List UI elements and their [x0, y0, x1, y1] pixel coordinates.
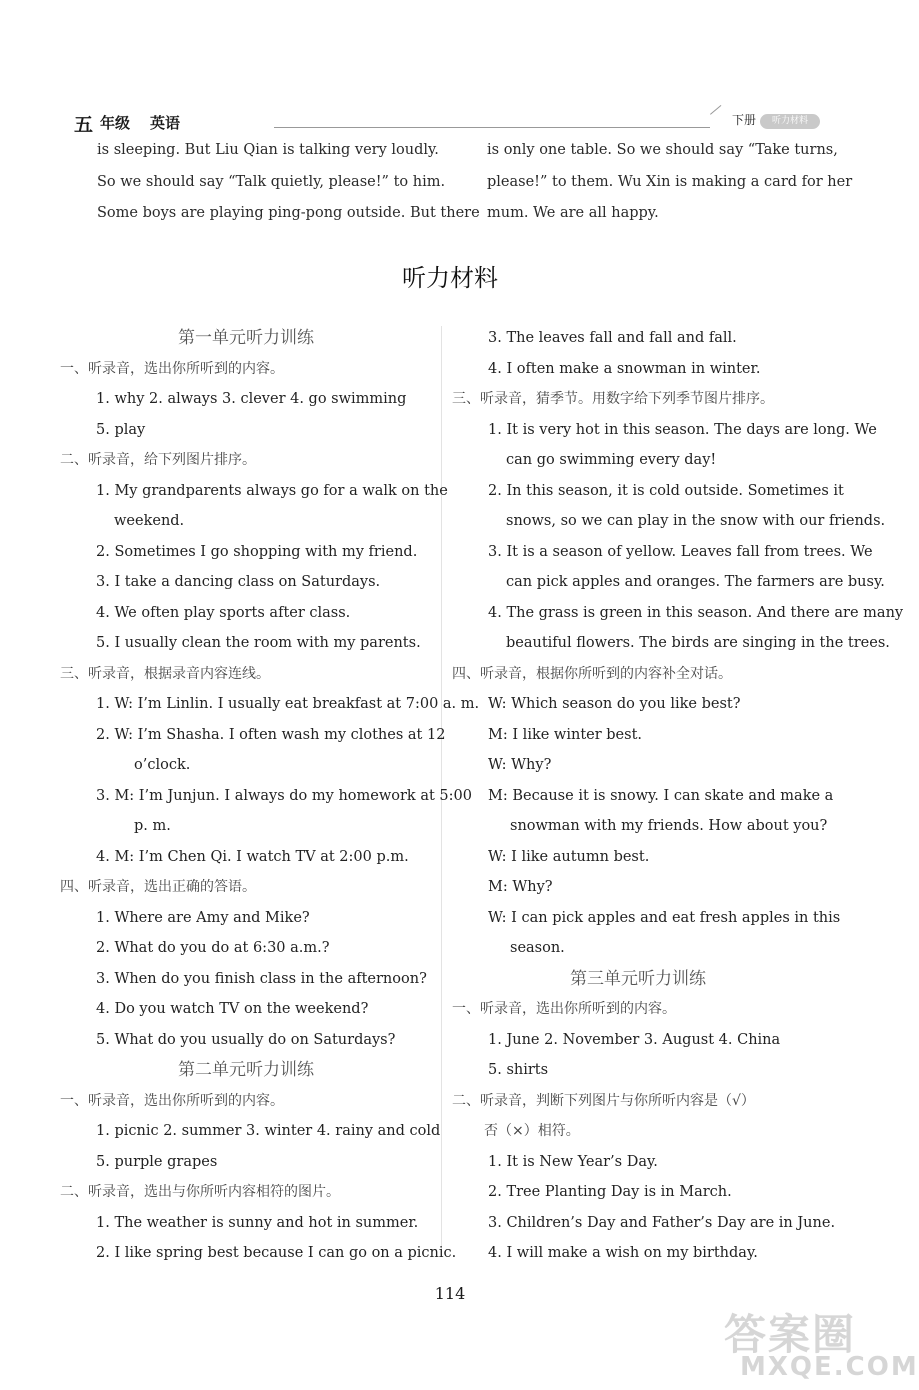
top-text-right	[487, 135, 853, 230]
section-heading-cont: 否（×）相符。	[484, 1123, 580, 1139]
text-line: is sleeping. But Liu Qian is talking very loudly.	[97, 142, 439, 158]
page-number: 114	[434, 1284, 466, 1303]
list-item: 3. The leaves fall and fall and fall.	[488, 330, 737, 346]
list-item: 5. I usually clean the room with my parents.	[96, 635, 421, 651]
list-item: snows, so we can play in the snow with our friends.	[506, 513, 886, 529]
dialogue-line: W: Why?	[488, 757, 552, 773]
text-line: please!” to them. Wu Xin is making a card for her	[487, 173, 853, 190]
list-item: can pick apples and oranges. The farmers are busy.	[506, 574, 885, 590]
dialogue-line: W: I can pick apples and eat fresh apples in this	[488, 909, 841, 926]
list-item: 4. M: I’m Chen Qi. I watch TV at 2:00 p.m.	[96, 848, 409, 865]
list-item: 4. We often play sports after class.	[96, 604, 351, 621]
list-item: 5. play	[96, 421, 146, 438]
list-item: 4. I will make a wish on my birthday.	[488, 1245, 758, 1261]
list-item: 1. The weather is sunny and hot in summer.	[96, 1214, 419, 1231]
list-item: p. m.	[134, 818, 171, 834]
list-item: 2. I like spring best because I can go on a picnic.	[96, 1245, 457, 1261]
subject-label: 英语	[150, 114, 181, 132]
list-item: beautiful flowers. The birds are singing in the trees.	[506, 635, 890, 651]
list-item: 5. What do you usually do on Saturdays?	[96, 1031, 396, 1048]
volume-label: 下册	[732, 113, 757, 127]
list-item: 3. M: I’m Junjun. I always do my homework at 5:00	[96, 787, 472, 804]
header-badge: 听力材料	[760, 114, 820, 129]
list-item: o’clock.	[134, 757, 191, 773]
dialogue-line: M: Why?	[488, 879, 553, 895]
dialogue-line: W: I like autumn best.	[488, 848, 650, 865]
list-item: 1. why 2. always 3. clever 4. go swimming	[96, 391, 407, 407]
list-item: 1. It is New Year’s Day.	[488, 1153, 658, 1170]
text-line: So we should say “Talk quietly, please!” to him.	[97, 173, 446, 190]
list-item: 3. I take a dancing class on Saturdays.	[96, 574, 381, 590]
section-heading: 四、听录音，根据你所听到的内容补全对话。	[452, 665, 732, 682]
section-heading: 三、听录音，根据录音内容连线。	[60, 665, 270, 682]
header-rule	[274, 127, 710, 128]
section-title: 听力材料	[402, 264, 498, 292]
section-heading: 二、听录音，给下列图片排序。	[60, 452, 256, 468]
list-item: can go swimming every day!	[506, 452, 717, 468]
list-item: 5. shirts	[488, 1062, 549, 1078]
list-item: 1. picnic 2. summer 3. winter 4. rainy and cold	[96, 1123, 441, 1139]
list-item: 1. Where are Amy and Mike?	[96, 909, 310, 926]
grade-word: 年级	[100, 114, 131, 132]
section-heading: 二、听录音，判断下列图片与你所听内容是（√）	[452, 1092, 755, 1109]
list-item: weekend.	[114, 513, 185, 529]
text-line: Some boys are playing ping-pong outside. But there	[97, 205, 480, 222]
dialogue-line: M: I like winter best.	[488, 726, 643, 743]
list-item: 2. W: I’m Shasha. I often wash my clothes at 12	[96, 726, 446, 743]
list-item: 5. purple grapes	[96, 1153, 218, 1170]
list-item: 1. My grandparents always go for a walk on the	[96, 482, 448, 499]
top-text-left	[97, 135, 480, 230]
watermark-logo	[718, 1302, 919, 1386]
dialogue-line: W: Which season do you like best?	[488, 696, 741, 712]
dialogue-line: M: Because it is snowy. I can skate and make a	[488, 787, 834, 804]
unit-title: 第一单元听力训练	[178, 328, 314, 348]
list-item: 4. The grass is green in this season. And there are many	[488, 604, 904, 621]
right-column	[452, 323, 904, 1269]
list-item: 2. What do you do at 6:30 a.m.?	[96, 940, 330, 956]
unit-title: 第二单元听力训练	[178, 1060, 314, 1080]
list-item: 4. Do you watch TV on the weekend?	[96, 1001, 369, 1017]
list-item: 3. Children’s Day and Father’s Day are in June.	[488, 1214, 836, 1231]
list-item: 3. When do you finish class in the afternoon?	[96, 970, 427, 987]
dialogue-line: snowman with my friends. How about you?	[510, 818, 828, 834]
text-line: is only one table. So we should say “Take turns,	[487, 142, 838, 158]
section-heading: 一、听录音，选出你所听到的内容。	[60, 1092, 284, 1109]
list-item: 1. It is very hot in this season. The days are long. We	[488, 421, 877, 438]
section-heading: 一、听录音，选出你所听到的内容。	[452, 1001, 676, 1017]
dialogue-line: season.	[510, 940, 565, 956]
list-item: 1. W: I’m Linlin. I usually eat breakfast at 7:00 a. m.	[96, 696, 480, 712]
list-item: 2. Sometimes I go shopping with my friend.	[96, 543, 418, 560]
list-item: 2. In this season, it is cold outside. Sometimes it	[488, 482, 844, 499]
section-heading: 二、听录音，选出与你所听内容相符的图片。	[60, 1184, 340, 1200]
watermark-url: MXQE.COM	[740, 1352, 919, 1382]
text-line: mum. We are all happy.	[487, 205, 659, 222]
header-rule-slant	[710, 105, 721, 115]
left-column	[60, 323, 480, 1269]
section-heading: 一、听录音，选出你所听到的内容。	[60, 360, 284, 377]
watermark-text: 答案圈	[724, 1310, 857, 1359]
list-item: 2. Tree Planting Day is in March.	[488, 1184, 732, 1200]
list-item: 1. June 2. November 3. August 4. China	[488, 1031, 781, 1048]
list-item: 3. It is a season of yellow. Leaves fall from trees. We	[488, 543, 873, 560]
grade-number: 五	[74, 114, 94, 136]
page-header	[74, 110, 820, 134]
section-heading: 四、听录音，选出正确的答语。	[60, 879, 256, 895]
list-item: 4. I often make a snowman in winter.	[488, 360, 761, 377]
section-heading: 三、听录音，猜季节。用数字给下列季节图片排序。	[452, 391, 774, 407]
unit-title: 第三单元听力训练	[570, 968, 706, 989]
